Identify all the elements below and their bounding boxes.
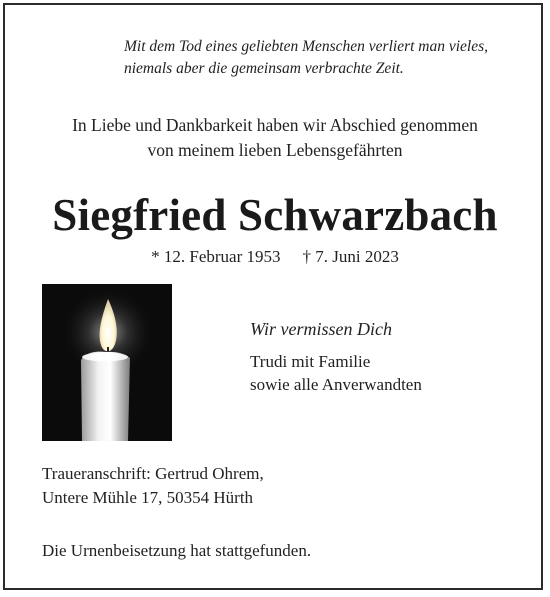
birth-date: * 12. Februar 1953 [151,247,281,266]
intro-line-2: von meinem lieben Lebensgefährten [147,140,403,160]
life-dates [0,245,550,269]
mourning-address [42,462,442,510]
candle-icon [42,284,172,441]
burial-note: Die Urnenbeisetzung hat stattgefunden. [42,541,312,560]
death-date: † 7. Juni 2023 [302,247,399,266]
intro-line-1: In Liebe und Dankbarkeit haben wir Abschied genommen [72,115,478,135]
signoff-line-2: sowie alle Anverwandten [250,375,422,394]
signoff-motto: Wir vermissen Dich [250,319,392,339]
signoff [250,318,530,396]
intro-text [0,113,550,163]
candle-photo [42,284,172,441]
quote-line-1: Mit dem Tod eines geliebten Menschen verliert man vieles, [124,38,489,55]
memorial-quote [124,36,524,80]
address-line-2: Untere Mühle 17, 50354 Hürth [42,488,254,507]
signoff-line-1: Trudi mit Familie [250,352,371,371]
quote-line-2: niemals aber die gemeinsam verbrachte Zeit. [124,60,404,77]
deceased-name: Siegfried Schwarzbach [52,190,498,240]
address-line-1: Traueranschrift: Gertrud Ohrem, [42,464,264,483]
